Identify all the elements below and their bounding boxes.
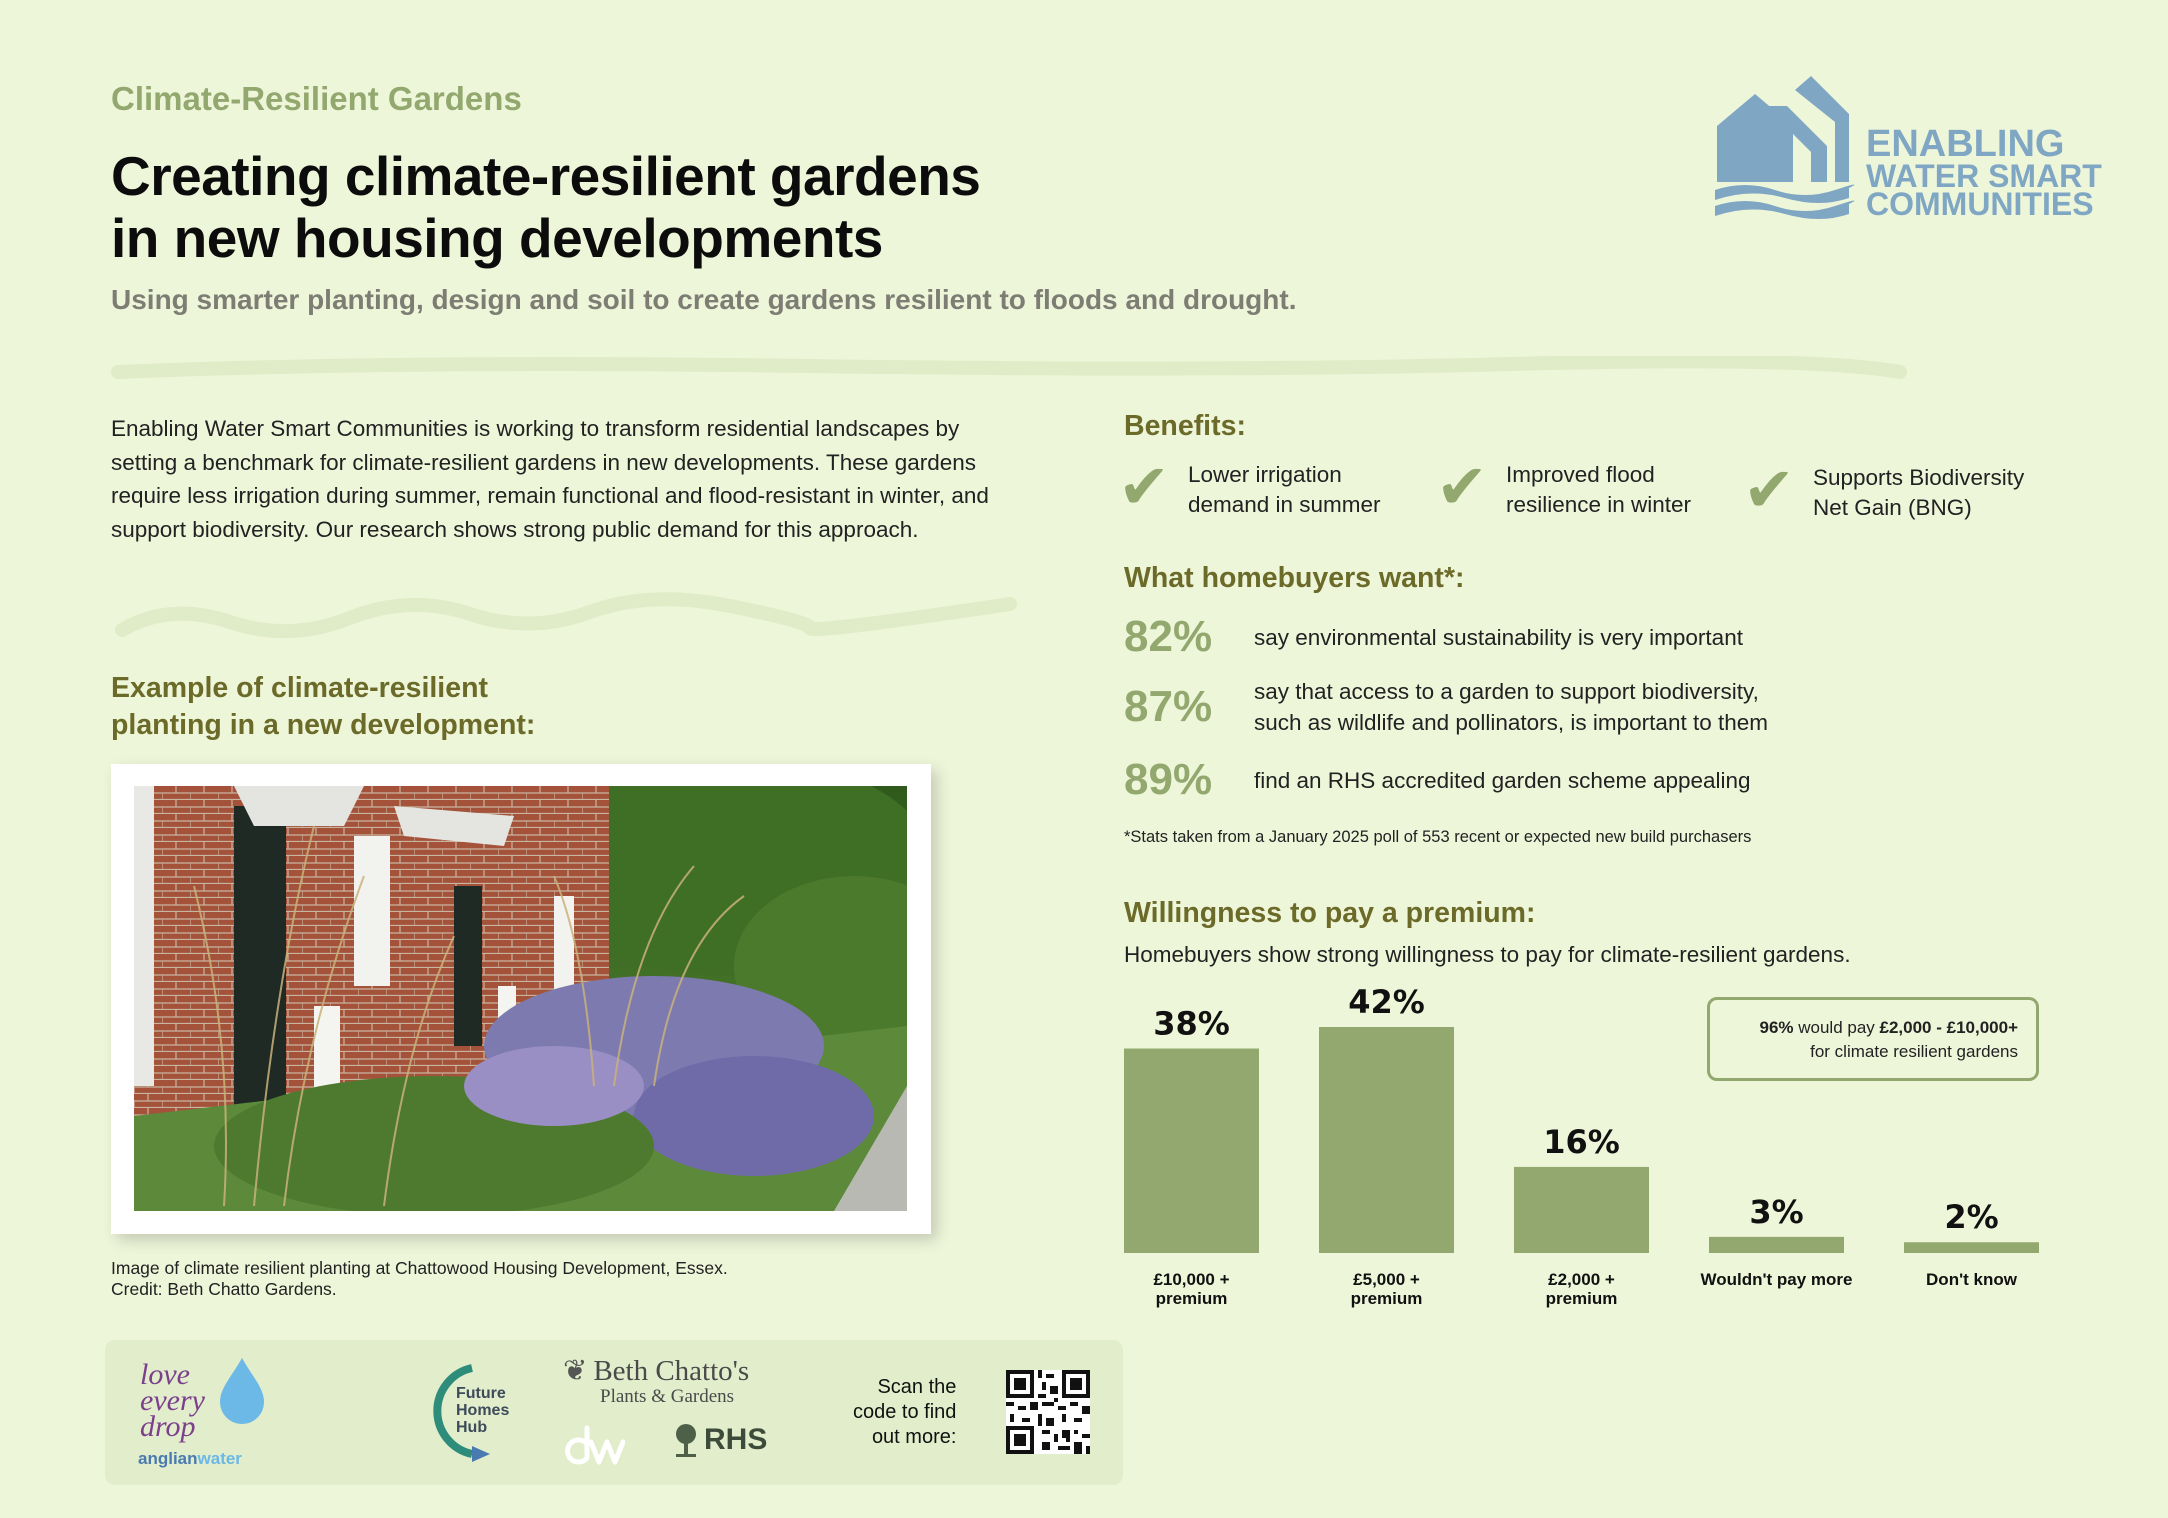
intro-paragraph: Enabling Water Smart Communities is working to transform residential landscapes by setting a benchmark for climate-resilient gardens in new developments. These gardens require less irrigation during summer, remain functional and flood-resistant in winter, and support biodiversity. Our research shows strong public demand for this approach. (111, 416, 989, 542)
scan-prompt (853, 1375, 956, 1450)
premium-subheading: Homebuyers show strong willingness to pay for climate-resilient gardens. (1124, 942, 1851, 967)
logo-line-2: WATER SMART (1866, 158, 2102, 194)
love-every-drop-logo (138, 1352, 268, 1470)
chart-bar (1319, 1027, 1454, 1253)
benefit-text (1506, 460, 1691, 520)
stat-text (1254, 676, 1768, 738)
love-every-drop-word: love (140, 1358, 190, 1391)
garden-photo-frame (111, 764, 931, 1234)
love-every-drop-word: every (140, 1384, 205, 1417)
anglian-water-wordmark (138, 1449, 242, 1468)
check-icon: ✔ (1436, 450, 1488, 523)
scan-line-2: code to find (853, 1401, 957, 1423)
premium-heading: Willingness to pay a premium: (1124, 897, 1536, 929)
stat-row (1124, 612, 1743, 662)
water-word: water (197, 1449, 242, 1468)
beth-chatto-name: Beth Chatto's (593, 1355, 750, 1387)
love-every-drop-word: drop (140, 1410, 196, 1443)
photo-caption-line-2: Credit: Beth Chatto Gardens. (111, 1279, 337, 1299)
stat-line: say environmental sustainability is very important (1254, 624, 1743, 650)
page-subtitle: Using smarter planting, design and soil to create gardens resilient to floods and drought. (111, 284, 1297, 315)
chart-category-label: Don't know (1926, 1270, 2017, 1289)
benefit-item (1118, 450, 1381, 523)
premium-callout (1707, 997, 2039, 1081)
future-homes-hub-word: Homes (456, 1402, 510, 1419)
future-homes-hub-logo (432, 1362, 532, 1462)
benefit-line: Lower irrigation (1187, 462, 1342, 487)
benefit-line: demand in summer (1187, 492, 1381, 517)
page-title-line-1: Creating climate-resilient gardens (111, 145, 981, 207)
photo-caption-line-1: Image of climate resilient planting at Chattowood Housing Development, Essex. (111, 1258, 728, 1278)
chart-category-label: £2,000 + (1548, 1270, 1615, 1289)
chart-value-label: 38% (1153, 1004, 1230, 1043)
stats-footnote: *Stats taken from a January 2025 poll of 553 recent or expected new build purchasers (1124, 828, 1752, 846)
brush-divider-top (110, 356, 1910, 382)
future-homes-hub-word: Future (456, 1385, 506, 1402)
check-icon: ✔ (1743, 453, 1795, 526)
stat-line: such as wildlife and pollinators, is important to them (1254, 710, 1768, 735)
chart-category-label: premium (1155, 1289, 1228, 1308)
chart-bar (1709, 1237, 1844, 1253)
beth-chatto-logo (563, 1356, 749, 1408)
example-heading (111, 670, 535, 744)
stat-percentage: 87% (1124, 682, 1213, 731)
callout-mid: would pay (1793, 1018, 1880, 1037)
stat-percentage: 89% (1124, 755, 1213, 804)
stat-row (1124, 755, 1751, 805)
page-kicker: Climate-Resilient Gardens (111, 80, 522, 117)
chart-category-label: premium (1350, 1289, 1423, 1308)
qr-code[interactable] (1006, 1370, 1090, 1454)
chart-category-label: Wouldn't pay more (1700, 1270, 1853, 1289)
stat-line: find an RHS accredited garden scheme appealing (1254, 767, 1751, 793)
garden-photo (134, 786, 907, 1211)
leaf-icon: ❦ (563, 1355, 588, 1387)
chart-bar (1904, 1242, 2039, 1253)
stat-text (1254, 765, 1751, 796)
page-title (111, 145, 980, 269)
scan-line-1: Scan the (877, 1376, 957, 1398)
stat-percentage: 82% (1124, 612, 1213, 661)
beth-chatto-title (563, 1356, 749, 1386)
brush-divider-left (110, 592, 1020, 644)
benefits-heading: Benefits: (1124, 410, 1246, 442)
logo-wordmark (1866, 123, 2102, 222)
chart-category-label: premium (1545, 1289, 1618, 1308)
chart-value-label: 42% (1348, 983, 1425, 1021)
example-heading-line-1: Example of climate-resilient (111, 672, 488, 704)
rhs-logo (672, 1422, 767, 1458)
benefit-text (1188, 460, 1381, 520)
photo-caption (111, 1258, 728, 1300)
callout-line-1 (1710, 1016, 2018, 1040)
chart-value-label: 3% (1749, 1192, 1804, 1231)
chart-value-label: 2% (1944, 1198, 1999, 1237)
page-title-line-2: in new housing developments (111, 207, 883, 269)
stat-row (1124, 676, 1768, 738)
benefit-line: Net Gain (BNG) (1812, 495, 1972, 520)
check-icon: ✔ (1118, 450, 1170, 523)
callout-bold-pct: 96% (1759, 1018, 1794, 1037)
benefit-text (1813, 463, 2024, 523)
callout-bold-range: £2,000 - £10,000+ (1879, 1018, 2018, 1037)
stat-line: say that access to a garden to support biodiversity, (1254, 679, 1759, 704)
logo-line-1: ENABLING (1866, 123, 2065, 165)
benefit-line: Supports Biodiversity (1812, 465, 2025, 490)
scan-line-3: out more: (871, 1426, 957, 1448)
benefit-item (1743, 453, 2025, 526)
logo-line-3: COMMUNITIES (1866, 186, 2094, 222)
chart-bar (1514, 1167, 1649, 1253)
beth-chatto-subtitle: Plants & Gardens (600, 1386, 735, 1407)
david-wilson-logo (563, 1420, 625, 1470)
homebuyers-heading: What homebuyers want*: (1124, 562, 1465, 594)
anglian-word: anglian (138, 1449, 198, 1468)
callout-line-2: for climate resilient gardens (1810, 1042, 2018, 1061)
chart-value-label: 16% (1543, 1122, 1620, 1161)
chart-bar (1124, 1049, 1259, 1253)
benefit-line: resilience in winter (1505, 492, 1692, 517)
rhs-wordmark: RHS (704, 1423, 768, 1456)
future-homes-hub-word: Hub (456, 1419, 488, 1436)
stat-text (1254, 622, 1743, 653)
tree-icon (672, 1422, 700, 1458)
benefit-item (1436, 450, 1692, 523)
chart-category-label: £10,000 + (1153, 1270, 1230, 1289)
benefit-line: Improved flood (1505, 462, 1655, 487)
example-heading-line-2: planting in a new development: (111, 709, 536, 741)
chart-category-label: £5,000 + (1353, 1270, 1420, 1289)
